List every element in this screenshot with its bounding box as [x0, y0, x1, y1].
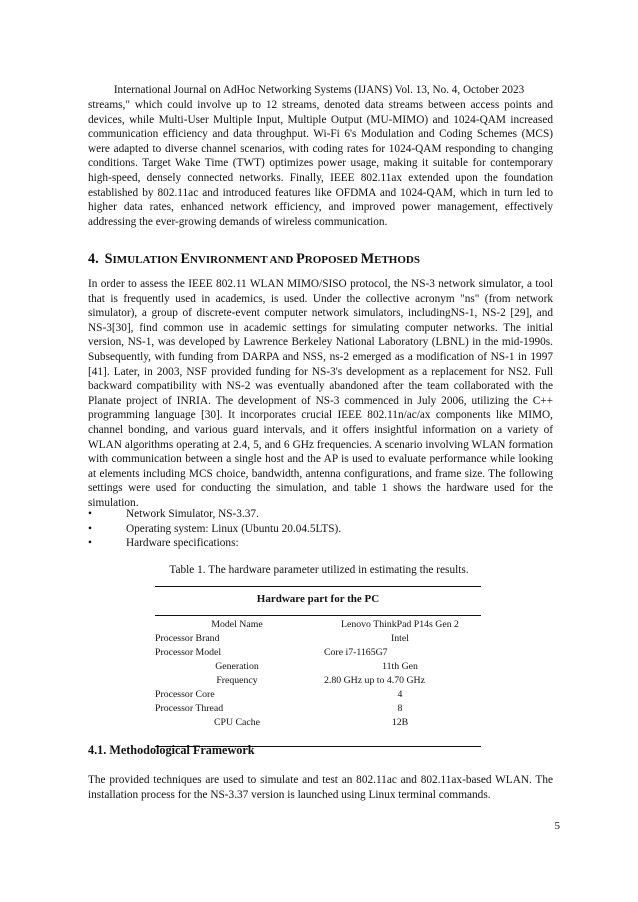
bullet-marker: • [88, 522, 92, 535]
row-value: 11th Gen [382, 661, 418, 672]
row-label: Generation [215, 661, 259, 672]
row-label: Frequency [216, 675, 258, 686]
row-value: Lenovo ThinkPad P14s Gen 2 [341, 619, 459, 630]
table-row [155, 646, 481, 660]
list-item: • Operating system: Linux (Ubuntu 20.04.5LTS). [88, 522, 342, 535]
row-value: 12B [391, 717, 409, 728]
row-label: Processor Thread [155, 703, 224, 714]
settings-bullet-list [88, 507, 553, 551]
paragraph-2: In order to assess the IEEE 802.11 WLAN MIMO/SISO protocol, the NS-3 network simulator, a tool that is frequently used in academics, is used. Under the collective acronym "ns" (from network simulator), a group of discrete-event computer network simulators, includingNS-1, NS-2 [29], and NS-3[30], find common use in academic settings for simulating computer networks. The initial version, NS-1, was developed by Lawrence Berkeley National Laboratory (LBNL) in the mid-1990s. Subsequently, with funding from DARPA and NSS, ns-2 emerged as a modification of NS-1 in 1997 [41]. Later, in 2003, NSF provided funding for NS-3's development as a replacement for NS2. Full backward compatibility with NS-2 was eventually abandoned after the team collaborated with the Planate project of INRIA. The development of NS-3 commenced in July 2006, utilizing the C++ programming language [30]. It incorporates crucial IEEE 802.11n/ac/ax components like MIMO, channel bonding, and various guard intervals, and it offers insightful information on a variety of WLAN algorithms operating at 2.4, 5, and 6 GHz frequencies. A scenario involving WLAN formation with communication between a single host and the AP is used to evaluate performance while looking at elements including MCS choice, bandwidth, antenna configurations, and frame size. The following settings were used for conducting the simulation, and table 1 shows the hardware used for the simulation. [88, 278, 553, 509]
table-header: Hardware part for the PC [256, 593, 380, 605]
section-4-1-heading: 4.1. Methodological Framework [88, 743, 255, 757]
page-number: 5 [554, 820, 560, 832]
table-row [155, 688, 481, 702]
table-row [155, 702, 481, 716]
row-value: Core i7-1165G7 [324, 647, 388, 658]
section-4-heading: 4. SIMULATION ENVIRONMENT AND PROPOSED METHODS [88, 251, 420, 267]
row-label: Processor Model [155, 647, 222, 658]
list-item: • Hardware specifications: [88, 537, 239, 550]
table-top-rule [155, 586, 481, 587]
table-row [155, 716, 481, 730]
row-label: CPU Cache [214, 717, 260, 728]
table-row [155, 632, 481, 646]
row-value: 4 [397, 689, 403, 700]
row-value: Intel [391, 633, 409, 644]
section-4-number: 4. [88, 251, 99, 267]
list-item: • Network Simulator, NS-3.37. [88, 508, 259, 520]
row-value: 2.80 GHz up to 4.70 GHz [324, 675, 425, 686]
table-row [155, 618, 481, 632]
row-label: Processor Core [155, 689, 215, 700]
table-row [155, 660, 481, 674]
table-caption: Table 1. The hardware parameter utilized in estimating the results. [169, 564, 469, 576]
paragraph-3: The provided techniques are used to simulate and test an 802.11ac and 802.11ax-based WLAN. The installation process for the NS-3.37 version is launched using Linux terminal commands. [88, 774, 553, 801]
row-value: 8 [397, 703, 403, 714]
table-row [155, 674, 481, 688]
paragraph-1: streams," which could involve up to 12 streams, denoted data streams between access points and devices, while Multi-User Multiple Input, Multiple Output (MU-MIMO) and 1024-QAM increased communication efficiency and data throughput. Wi-Fi 6's Modulation and Coding Schemes (MCS) were adapted to diverse channel scenarios, with coding rates for 1024-QAM responding to changing conditions. Target Wake Time (TWT) optimizes power usage, making it suitable for contemporary high-speed, densely connected networks. Finally, IEEE 802.11ax extended upon the foundation established by 802.11ac and introduced features like OFDMA and 1024-QAM, which in turn led to higher data rates, enhanced network efficiency, and improved power management, effectively addressing the ever-growing demands of wireless communication. [88, 99, 553, 228]
row-label: Model Name [211, 619, 263, 630]
bullet-marker: • [88, 508, 92, 520]
journal-header: International Journal on AdHoc Networking Systems (IJANS) Vol. 13, No. 4, October 2023 [113, 84, 525, 96]
row-label: Processor Brand [155, 633, 220, 644]
bullet-marker: • [88, 537, 92, 550]
table-header-rule [155, 615, 481, 616]
